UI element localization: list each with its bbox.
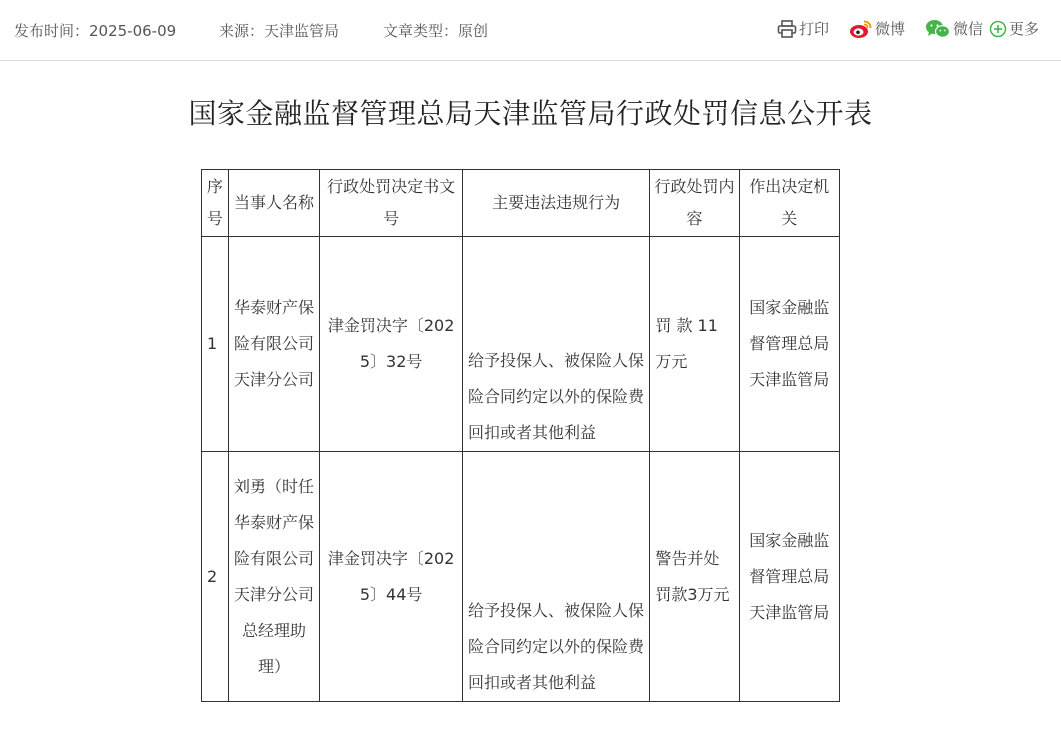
header-doc-number: 行政处罚决定书文号 <box>320 170 463 237</box>
header-no: 序号 <box>202 170 229 237</box>
cell-party: 华泰财产保险有限公司天津分公司 <box>228 237 319 452</box>
penalty-info-table <box>201 169 840 702</box>
weibo-share-button[interactable] <box>849 18 905 39</box>
cell-penalty-content: 警告并处罚款3万元 <box>650 452 739 702</box>
header-penalty-content: 行政处罚内容 <box>650 170 739 237</box>
table-header-row <box>202 170 840 237</box>
cell-violation: 给予投保人、被保险人保险合同约定以外的保险费回扣或者其他利益 <box>462 452 649 702</box>
wechat-label: 微信 <box>952 20 983 38</box>
weibo-icon <box>849 19 873 39</box>
cell-no: 1 <box>202 237 229 452</box>
table-row <box>202 452 840 702</box>
weibo-label: 微博 <box>874 20 905 38</box>
cell-authority: 国家金融监督管理总局天津监管局 <box>739 452 839 702</box>
table-row <box>202 237 840 452</box>
article-type: 文章类型：原创 <box>383 22 489 40</box>
print-label: 打印 <box>798 20 829 38</box>
cell-penalty-content: 罚 款 11 万元 <box>650 237 739 452</box>
publish-date: 发布时间：2025-06-09 <box>14 22 177 40</box>
print-button[interactable] <box>777 18 829 39</box>
cell-violation: 给予投保人、被保险人保险合同约定以外的保险费回扣或者其他利益 <box>462 237 649 452</box>
article-meta-bar <box>0 0 1061 61</box>
wechat-share-button[interactable] <box>925 18 983 39</box>
cell-doc-number: 津金罚决字〔2025〕32号 <box>320 237 463 452</box>
cell-doc-number: 津金罚决字〔2025〕44号 <box>320 452 463 702</box>
more-label: 更多 <box>1008 20 1039 38</box>
header-party: 当事人名称 <box>228 170 319 237</box>
wechat-icon <box>925 19 951 39</box>
article-source: 来源：天津监管局 <box>219 22 340 40</box>
printer-icon <box>777 20 797 38</box>
cell-authority: 国家金融监督管理总局天津监管局 <box>739 237 839 452</box>
plus-circle-icon <box>989 20 1007 38</box>
cell-party: 刘勇（时任华泰财产保险有限公司天津分公司总经理助理） <box>228 452 319 702</box>
cell-no: 2 <box>202 452 229 702</box>
header-authority: 作出决定机关 <box>739 170 839 237</box>
page-title: 国家金融监督管理总局天津监管局行政处罚信息公开表 <box>188 97 873 130</box>
header-violation: 主要违法违规行为 <box>462 170 649 237</box>
more-share-button[interactable] <box>989 18 1039 39</box>
share-toolbar <box>777 18 1039 39</box>
